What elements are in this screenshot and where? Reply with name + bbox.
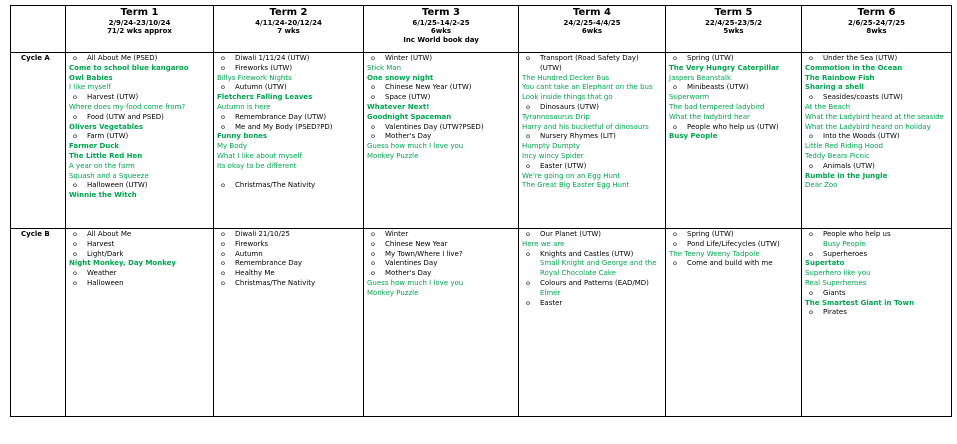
book-title: Rumble in the Jungle	[805, 171, 888, 180]
book-title: We're going on an Egg Hunt	[522, 171, 621, 180]
topic-label: o Weather	[87, 269, 117, 278]
book-title: Monkey Puzzle	[367, 288, 419, 297]
book-title: Superworm	[669, 93, 710, 102]
topic-item	[217, 240, 360, 250]
topic-label: o Healthy Me	[235, 269, 275, 278]
topic-label: o Giants	[823, 288, 846, 297]
topic-item	[217, 279, 360, 289]
topic-label: o People who help us (UTW)	[687, 122, 779, 131]
book-title: Where does my food come from?	[69, 102, 186, 111]
book-title: Busy People	[669, 132, 718, 141]
topic-item	[69, 269, 210, 279]
curriculum-table	[10, 5, 952, 417]
book-title: A year on the farm	[69, 161, 135, 170]
book-title: Winnie the Witch	[69, 191, 137, 200]
topic-item	[217, 113, 360, 123]
book-title: Superhero like you	[805, 269, 871, 278]
topic-label: o Mother's Day	[385, 132, 432, 141]
term-5-header	[666, 6, 802, 53]
topic-label: o Fireworks (UTW)	[235, 63, 293, 72]
topic-item	[669, 230, 798, 240]
cycle-b-term-4-cell	[519, 229, 666, 417]
topic-item	[669, 123, 798, 133]
topic-label: o Remembrance Day (UTW)	[235, 112, 327, 121]
topic-label: o People who help us	[823, 230, 891, 238]
topic-item	[522, 162, 662, 172]
topic-item	[805, 250, 948, 260]
topic-item	[522, 230, 662, 240]
topic-label: o Spring (UTW)	[687, 54, 734, 62]
topic-item	[367, 240, 515, 250]
topic-item	[522, 54, 662, 74]
book-title: Small Knight and George and the Royal Chocolate Cake	[540, 259, 657, 278]
term-1-dates: 2/9/24-23/10/24	[108, 19, 171, 27]
term-4-header	[519, 6, 666, 53]
term-3-dates: 6/1/25-14/2-25	[412, 19, 470, 27]
topic-item	[69, 279, 210, 289]
book-title: Its okay to be different	[217, 161, 297, 170]
book-title: The Little Red Hen	[69, 151, 143, 160]
book-title: Guess how much I love you	[367, 278, 464, 287]
cycle-b-term-1-cell	[66, 229, 214, 417]
topic-label: o Halloween (UTW)	[87, 181, 148, 190]
term-1-header	[66, 6, 214, 53]
book-title: Night Monkey, Day Monkey	[69, 259, 176, 268]
term-6-length: 8wks	[866, 27, 887, 36]
topic-label: o Food (UTW and PSED)	[87, 112, 164, 121]
term-4-dates: 24/2/25-4/4/25	[563, 19, 621, 27]
book-title: The Rainbow Fish	[805, 73, 875, 82]
topic-item	[217, 269, 360, 279]
book-title: What the Ladybird heard at the seaside	[805, 112, 944, 121]
topic-item	[69, 230, 210, 240]
book-title: The Hundred Decker Bus	[522, 73, 610, 82]
book-title: Olivers Vegetables	[69, 122, 144, 131]
topic-label: o Christmas/The Nativity	[235, 181, 316, 190]
cycle-a-term-5-cell	[666, 53, 802, 229]
cycle-a-label: Cycle A	[11, 53, 66, 229]
topic-item	[217, 123, 360, 133]
term-1-name: Term 1	[120, 7, 159, 18]
topic-label: o Under the Sea (UTW)	[823, 54, 898, 62]
topic-item	[217, 83, 360, 93]
book-title: Busy People	[823, 239, 866, 248]
topic-label: o Autumn (UTW)	[235, 83, 287, 92]
topic-label: o Winter (UTW)	[385, 54, 433, 62]
term-5-length: 5wks	[723, 27, 744, 36]
topic-item	[367, 230, 515, 240]
topic-item	[217, 230, 360, 240]
topic-item	[669, 83, 798, 93]
topic-item	[217, 64, 360, 74]
term-2-length: 7 wks	[277, 27, 300, 36]
term-4-name: Term 4	[572, 7, 612, 18]
topic-item	[217, 54, 360, 64]
topic-item	[522, 103, 662, 113]
topic-label: o Superheroes	[823, 249, 868, 258]
book-title: Jaspers Beanstalk	[669, 73, 732, 82]
cycle-b-term-2-cell	[214, 229, 364, 417]
topic-label: o Diwali 21/10/25	[235, 230, 290, 238]
topic-item	[805, 162, 948, 172]
topic-item	[805, 308, 948, 318]
topic-item	[217, 259, 360, 269]
book-title: Harry and his bucketful of dinosaurs	[522, 122, 649, 131]
book-title: Incy wincy Spider	[522, 151, 584, 160]
book-title: Owl Babies	[69, 73, 113, 82]
cycle-a-term-1-cell	[66, 53, 214, 229]
topic-item	[69, 240, 210, 250]
topic-item	[805, 54, 948, 64]
book-title: Funny bones	[217, 132, 268, 141]
topic-label: o Light/Dark	[87, 249, 124, 258]
cycle-b-term-3-cell	[364, 229, 519, 417]
corner-cell	[11, 6, 66, 53]
cycle-a-term-2-cell	[214, 53, 364, 229]
topic-item	[69, 93, 210, 103]
book-title: What I like about myself	[217, 151, 302, 160]
book-title: Elmer	[540, 288, 561, 297]
topic-label: o Colours and Patterns (EAD/MD)	[540, 278, 649, 287]
topic-label: o Animals (UTW)	[823, 161, 875, 170]
book-title: What the Ladybird heard on holiday	[805, 122, 931, 131]
topic-item	[69, 54, 210, 64]
book-title: Look inside things that go	[522, 93, 613, 102]
topic-item	[69, 113, 210, 123]
book-title: Here we are	[522, 239, 565, 248]
topic-label: o Dinosaurs (UTW)	[540, 102, 599, 111]
term-6-name: Term 6	[857, 7, 896, 18]
term-6-header	[802, 6, 952, 53]
topic-item	[367, 250, 515, 260]
topic-label: o Chinese New Year	[385, 239, 448, 248]
topic-label: o All About Me (PSED)	[87, 54, 158, 62]
topic-item	[217, 181, 360, 191]
topic-label: o Into the Woods (UTW)	[823, 132, 900, 141]
book-title: Commotion in the Ocean	[805, 63, 903, 72]
topic-item	[69, 132, 210, 142]
topic-label: o Autumn	[235, 249, 263, 258]
topic-label: o Seasides/coasts (UTW)	[823, 93, 903, 102]
book-title: I like myself	[69, 83, 111, 92]
term-3-header	[364, 6, 519, 53]
cycle-b-label: Cycle B	[11, 229, 66, 417]
term-2-name: Term 2	[269, 7, 308, 18]
topic-label: o Harvest	[87, 239, 115, 248]
cycle-b-row	[11, 229, 952, 417]
spacer	[217, 172, 360, 182]
topic-item	[522, 132, 662, 142]
topic-label: o My Town/Where I live?	[385, 249, 463, 258]
book-title: My Body	[217, 142, 248, 151]
cycle-a-row	[11, 53, 952, 229]
topic-label: o Easter	[540, 298, 563, 307]
book-title: Real Superheroes	[805, 278, 867, 287]
topic-item	[805, 93, 948, 103]
topic-item	[367, 132, 515, 142]
topic-label: o Halloween	[87, 278, 124, 287]
topic-label: o Space (UTW)	[385, 93, 431, 102]
book-title: Sharing a shell	[805, 83, 864, 92]
topic-label: o Transport (Road Safety Day) (UTW)	[540, 54, 639, 72]
book-title: The Teeny Weeny Tadpole	[669, 249, 760, 258]
book-title: Squash and a Squeeze	[69, 171, 149, 180]
topic-item	[669, 54, 798, 64]
term-3-extra: Inc World book day	[403, 35, 479, 44]
topic-label: o Winter	[385, 230, 409, 238]
book-title: Stick Man	[367, 63, 402, 72]
topic-item	[69, 250, 210, 260]
topic-label: o Spring (UTW)	[687, 230, 734, 238]
topic-label: o Fireworks	[235, 239, 269, 248]
cycle-a-term-6-cell	[802, 53, 952, 229]
cycle-b-term-6-cell	[802, 229, 952, 417]
book-title: Come to school blue kangaroo	[69, 63, 189, 72]
cycle-b-term-5-cell	[666, 229, 802, 417]
book-title: Whatever Next!	[367, 102, 430, 111]
topic-label: o Easter (UTW)	[540, 161, 587, 170]
topic-item	[367, 83, 515, 93]
topic-item	[522, 279, 662, 289]
book-title: Goodnight Spaceman	[367, 112, 452, 121]
topic-label: o Come and build with me	[687, 259, 773, 268]
topic-label: o All About Me	[87, 230, 132, 238]
book-title: Guess how much I love you	[367, 142, 464, 151]
topic-label: o Christmas/The Nativity	[235, 278, 316, 287]
term-5-name: Term 5	[714, 7, 753, 18]
term-4-length: 6wks	[581, 27, 603, 36]
term-3-name: Term 3	[421, 7, 461, 18]
topic-item	[367, 259, 515, 269]
book-title: Fletchers Falling Leaves	[217, 93, 313, 102]
topic-label: o Our Planet (UTW)	[540, 230, 602, 238]
topic-item	[805, 132, 948, 142]
book-title: What the ladybird hear	[669, 112, 750, 121]
book-title: Autumn is here	[217, 102, 271, 111]
topic-item	[217, 250, 360, 260]
book-title: The Smartest Giant in Town	[805, 298, 915, 307]
topic-item	[805, 289, 948, 299]
topic-label: o Nursery Rhymes (LIT)	[540, 132, 616, 141]
topic-item	[669, 259, 798, 269]
topic-label: o Farm (UTW)	[87, 132, 129, 141]
term-6-dates: 2/6/25-24/7/25	[848, 19, 905, 27]
cycle-a-term-3-cell	[364, 53, 519, 229]
topic-item	[522, 250, 662, 260]
book-title: Farmer Duck	[69, 142, 120, 151]
book-title: Tyrannosaurus Drip	[522, 112, 590, 121]
topic-label: o Valentines Day (UTW?PSED)	[385, 122, 484, 131]
topic-label: o Me and My Body (PSED?PD)	[235, 122, 333, 131]
term-5-dates: 22/4/25-23/5/2	[705, 19, 762, 27]
topic-label: o Pond Life/Lifecycles (UTW)	[687, 239, 780, 248]
book-title: Monkey Puzzle	[367, 151, 419, 160]
topic-label: o Chinese New Year (UTW)	[385, 83, 472, 92]
cycle-a-term-4-cell	[519, 53, 666, 229]
topic-label: o Minibeasts (UTW)	[687, 83, 749, 92]
term-3-length: 6wks	[430, 27, 452, 36]
topic-label: o Pirates	[823, 308, 847, 317]
book-title: Teddy Bears Picnic	[805, 151, 870, 160]
topic-item	[522, 299, 662, 309]
topic-label: o Mother's Day	[385, 269, 432, 278]
book-title: The bad tempered ladybird	[669, 102, 765, 111]
book-title: Supertato	[805, 259, 845, 268]
topic-label: o Harvest (UTW)	[87, 93, 139, 102]
term-1-length: 71/2 wks approx	[107, 27, 172, 36]
topic-item	[367, 123, 515, 133]
header-row	[11, 6, 952, 53]
topic-item	[367, 93, 515, 103]
book-title: The Great Big Easter Egg Hunt	[522, 181, 630, 190]
term-2-dates: 4/11/24-20/12/24	[255, 19, 322, 27]
book-title: Billys Firework Nights	[217, 73, 292, 82]
topic-item	[69, 181, 210, 191]
topic-item	[669, 240, 798, 250]
book-title: You cant take an Elephant on the bus	[522, 83, 653, 92]
topic-item	[805, 230, 948, 240]
topic-label: o Knights and Castles (UTW)	[540, 249, 634, 258]
book-title: At the Beach	[805, 102, 851, 111]
topic-item	[367, 269, 515, 279]
book-title: The Very Hungry Caterpillar	[669, 63, 780, 72]
book-title: Dear Zoo	[805, 181, 838, 190]
book-title: Little Red Riding Hood	[805, 142, 883, 151]
term-2-header	[214, 6, 364, 53]
topic-item	[367, 54, 515, 64]
book-title: Humpty Dumpty	[522, 142, 581, 151]
book-title: One snowy night	[367, 73, 434, 82]
topic-label: o Remembrance Day	[235, 259, 303, 268]
topic-label: o Valentines Day	[385, 259, 438, 268]
topic-label: o Diwali 1/11/24 (UTW)	[235, 54, 310, 62]
